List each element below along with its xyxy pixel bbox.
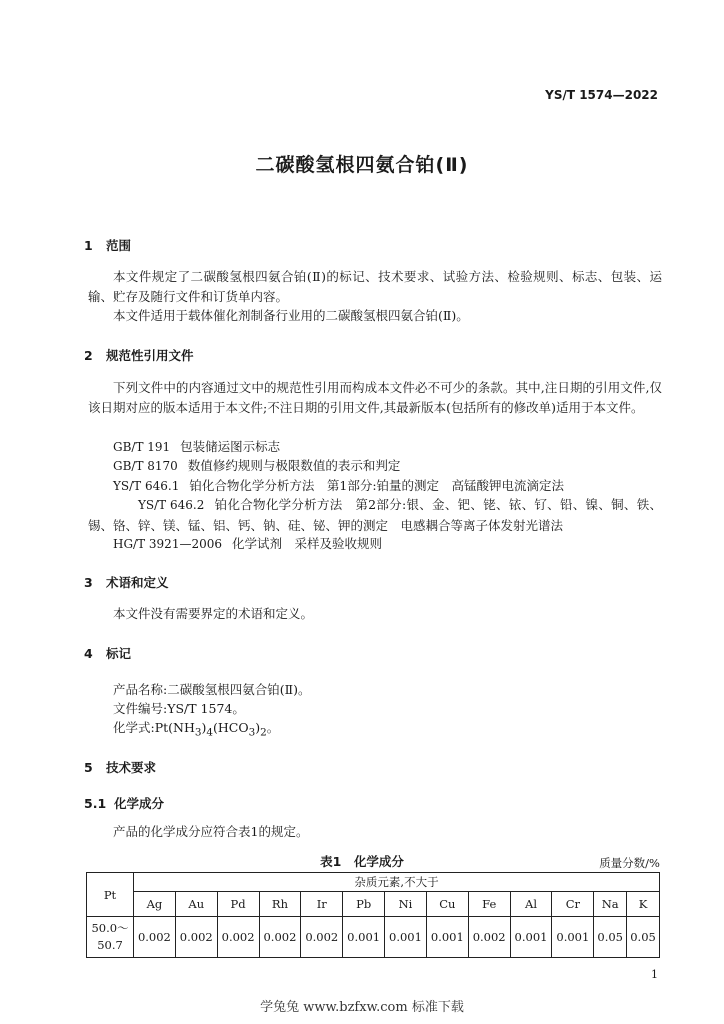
section-1-paragraph-1: 本文件规定了二碳酸氢根四氨合铂(Ⅱ)的标记、技术要求、试验方法、检验规则、标志、包装、运输、贮存及随行文件和订货单内容。 [88, 269, 662, 304]
reference-title: 数值修约规则与极限数值的表示和判定 [187, 458, 401, 473]
section-number: 3 [84, 575, 93, 590]
value-cell: 0.002 [134, 917, 176, 958]
element-header: Fe [468, 892, 510, 917]
chemical-formula-line: 化学式$:Pt(NH_3)_4(HCO_3)_2$。 [113, 720, 280, 739]
section-number: 2 [84, 348, 93, 363]
value-cell: 0.002 [217, 917, 259, 958]
value-cell: 0.002 [259, 917, 301, 958]
pt-header: Pt [87, 873, 134, 917]
element-header: Ag [134, 892, 176, 917]
value-cell: 0.002 [301, 917, 343, 958]
reference-code: GB/T 191 [113, 440, 171, 454]
element-header: Cu [426, 892, 468, 917]
section-1-heading [84, 236, 131, 254]
reference-code: YS/T 646.1 [113, 479, 180, 493]
reference-code: YS/T 646.2 [138, 498, 205, 512]
section-title: 标记 [106, 646, 132, 661]
value-cell: 0.001 [510, 917, 552, 958]
pt-value-cell: 50.0～ 50.7 [87, 917, 134, 958]
reference-item [88, 476, 662, 497]
value-cell: 0.001 [385, 917, 427, 958]
reference-item [88, 456, 662, 477]
section-1-paragraph-2: 本文件适用于载体催化剂制备行业用的二碳酸氢根四氨合铂(Ⅱ)。 [113, 308, 469, 323]
table-caption: 表1 化学成分 [320, 854, 404, 869]
reference-code: HG/T 3921—2006 [113, 537, 222, 551]
watermark: 学兔兔 www.bzfxw.com 标准下载 [260, 1000, 464, 1015]
value-cell: 0.002 [175, 917, 217, 958]
section-2-heading [84, 346, 194, 364]
reference-item [88, 495, 662, 535]
product-name-line: 产品名称:二碳酸氢根四氨合铂(Ⅱ)。 [113, 682, 311, 697]
value-cell: 0.05 [594, 917, 627, 958]
element-header: Ir [301, 892, 343, 917]
chemical-composition-table [86, 872, 660, 958]
section-number: 5.1 [84, 796, 107, 811]
standard-number: YS/T 1574—2022 [545, 88, 658, 102]
value-cell: 0.05 [627, 917, 660, 958]
section-5-heading [84, 758, 156, 776]
element-header: Pb [343, 892, 385, 917]
page-number: 1 [651, 968, 658, 981]
element-header: Al [510, 892, 552, 917]
impurity-header: 杂质元素,不大于 [134, 873, 660, 892]
section-5-1-heading [84, 794, 164, 812]
section-title: 技术要求 [106, 760, 157, 775]
file-number-line: 文件编号:YS/T 1574。 [113, 701, 245, 716]
value-cell: 0.001 [343, 917, 385, 958]
element-header: Na [594, 892, 627, 917]
section-3-heading [84, 573, 169, 591]
section-title: 术语和定义 [106, 575, 169, 590]
reference-title: 化学试剂 采样及验收规则 [232, 536, 383, 551]
element-header: Au [175, 892, 217, 917]
document-title: 二碳酸氢根四氨合铂(Ⅱ) [255, 154, 469, 176]
value-cell: 0.002 [468, 917, 510, 958]
section-number: 1 [84, 238, 93, 253]
reference-item [88, 534, 662, 555]
section-3-paragraph: 本文件没有需要界定的术语和定义。 [113, 606, 314, 621]
section-number: 5 [84, 760, 93, 775]
element-header: Pd [217, 892, 259, 917]
value-cell: 0.001 [426, 917, 468, 958]
value-cell: 0.001 [552, 917, 594, 958]
element-header: Ni [385, 892, 427, 917]
reference-title: 铂化合物化学分析方法 第1部分:铂量的测定 高锰酸钾电流滴定法 [189, 478, 565, 493]
section-5-1-paragraph: 产品的化学成分应符合表1的规定。 [113, 824, 309, 839]
reference-item [88, 437, 662, 458]
reference-title: 包装储运图示标志 [180, 439, 281, 454]
section-number: 4 [84, 646, 93, 661]
section-title: 范围 [106, 238, 132, 253]
section-4-heading [84, 644, 131, 662]
section-title: 规范性引用文件 [106, 348, 194, 363]
section-2-intro: 下列文件中的内容通过文中的规范性引用而构成本文件必不可少的条款。其中,注日期的引用文件,仅该日期对应的版本适用于本文件;不注日期的引用文件,其最新版本(包括所有的修改单)适用于本文件。 [88, 380, 662, 415]
section-title: 化学成分 [114, 796, 165, 811]
element-header: K [627, 892, 660, 917]
reference-code: GB/T 8170 [113, 459, 178, 473]
table-unit: 质量分数/% [599, 856, 660, 870]
element-header: Rh [259, 892, 301, 917]
reference-title: 铂化合物化学分析方法 第2部分:银、金、钯、铑、铱、钌、铅、镍、铜、铁、锡、铬、锌、镁、锰、铝、钙、钠、硅、铋、钾的测定 电感耦合等离子体发射光谱法 [88, 497, 662, 533]
element-header: Cr [552, 892, 594, 917]
